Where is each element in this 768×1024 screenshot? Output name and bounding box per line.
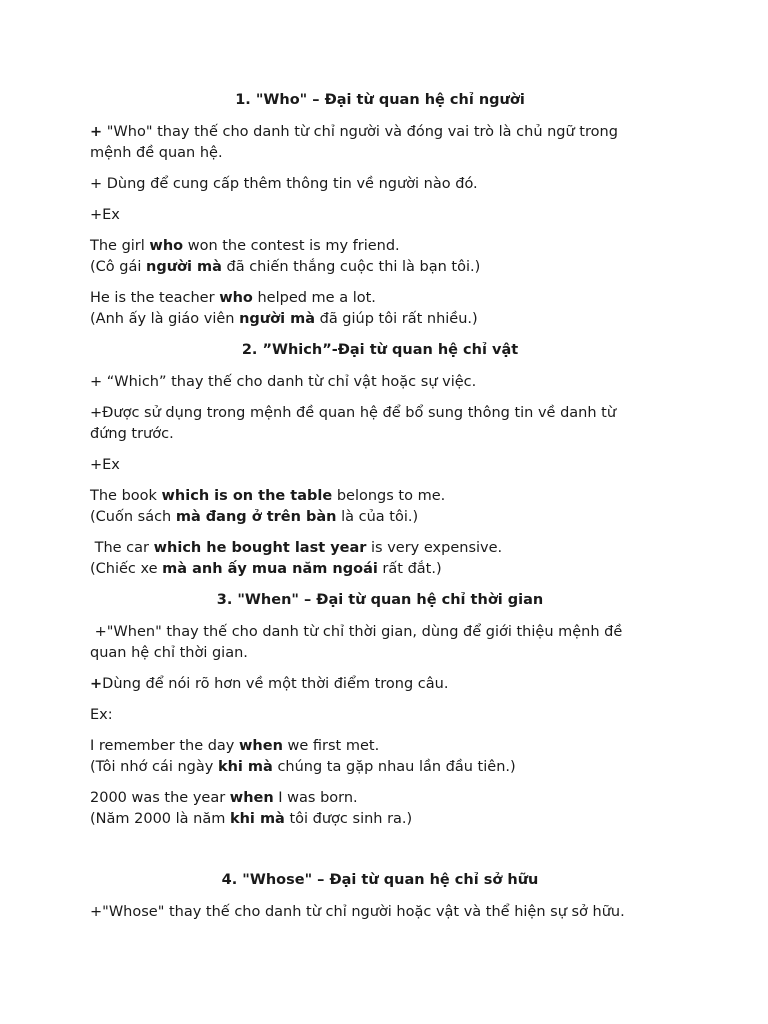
section-1-example-1: The girl who won the contest is my friend. (Cô gái người mà đã chiến thắng cuộc thi là bạn tôi.)	[90, 238, 481, 275]
section-1-heading: 1. "Who" – Đại từ quan hệ chỉ người	[235, 92, 525, 108]
plus-mark: +	[90, 124, 103, 140]
section-3-example-label: Ex:	[90, 707, 113, 723]
section-4-definition: +"Whose" thay thế cho danh từ chỉ người hoặc vật và thể hiện sự sở hữu.	[90, 904, 625, 920]
section-3-example-1: I remember the day when we first met. (Tôi nhớ cái ngày khi mà chúng ta gặp nhau lần đầu tiên.)	[90, 738, 516, 775]
section-4-heading: 4. "Whose" – Đại từ quan hệ chỉ sở hữu	[221, 872, 539, 888]
section-1-usage: + Dùng để cung cấp thêm thông tin về người nào đó.	[90, 176, 478, 192]
plus-mark: +	[90, 676, 103, 692]
document-page	[90, 90, 670, 933]
section-2-example-2: The car which he bought last year is very expensive. (Chiếc xe mà anh ấy mua năm ngoái rất đắt.)	[90, 540, 503, 577]
section-3-heading: 3. "When" – Đại từ quan hệ chỉ thời gian	[216, 592, 544, 608]
section-1-example-label: +Ex	[90, 207, 120, 223]
section-2-definition: + “Which” thay thế cho danh từ chỉ vật hoặc sự việc.	[90, 374, 477, 390]
section-3-usage: +Dùng để nói rõ hơn về một thời điểm trong câu.	[90, 676, 449, 692]
section-1-definition: + "Who" thay thế cho danh từ chỉ người và đóng vai trò là chủ ngữ trong mệnh đề quan hệ.	[90, 124, 618, 161]
section-2-heading: 2. ”Which”-Đại từ quan hệ chỉ vật	[241, 342, 519, 358]
section-3-definition: +"When" thay thế cho danh từ chỉ thời gian, dùng để giới thiệu mệnh đề quan hệ chỉ thời gian.	[90, 624, 623, 661]
section-3-example-2: 2000 was the year when I was born. (Năm 2000 là năm khi mà tôi được sinh ra.)	[90, 790, 413, 827]
section-2-example-label: +Ex	[90, 457, 120, 473]
section-2-usage: +Được sử dụng trong mệnh đề quan hệ để bổ sung thông tin về danh từ đứng trước.	[90, 405, 617, 442]
section-1-example-2: He is the teacher who helped me a lot. (Anh ấy là giáo viên người mà đã giúp tôi rất nhiều.)	[90, 290, 478, 327]
spacer	[90, 840, 670, 870]
section-2-example-1: The book which is on the table belongs to me. (Cuốn sách mà đang ở trên bàn là của tôi.)	[90, 488, 446, 525]
